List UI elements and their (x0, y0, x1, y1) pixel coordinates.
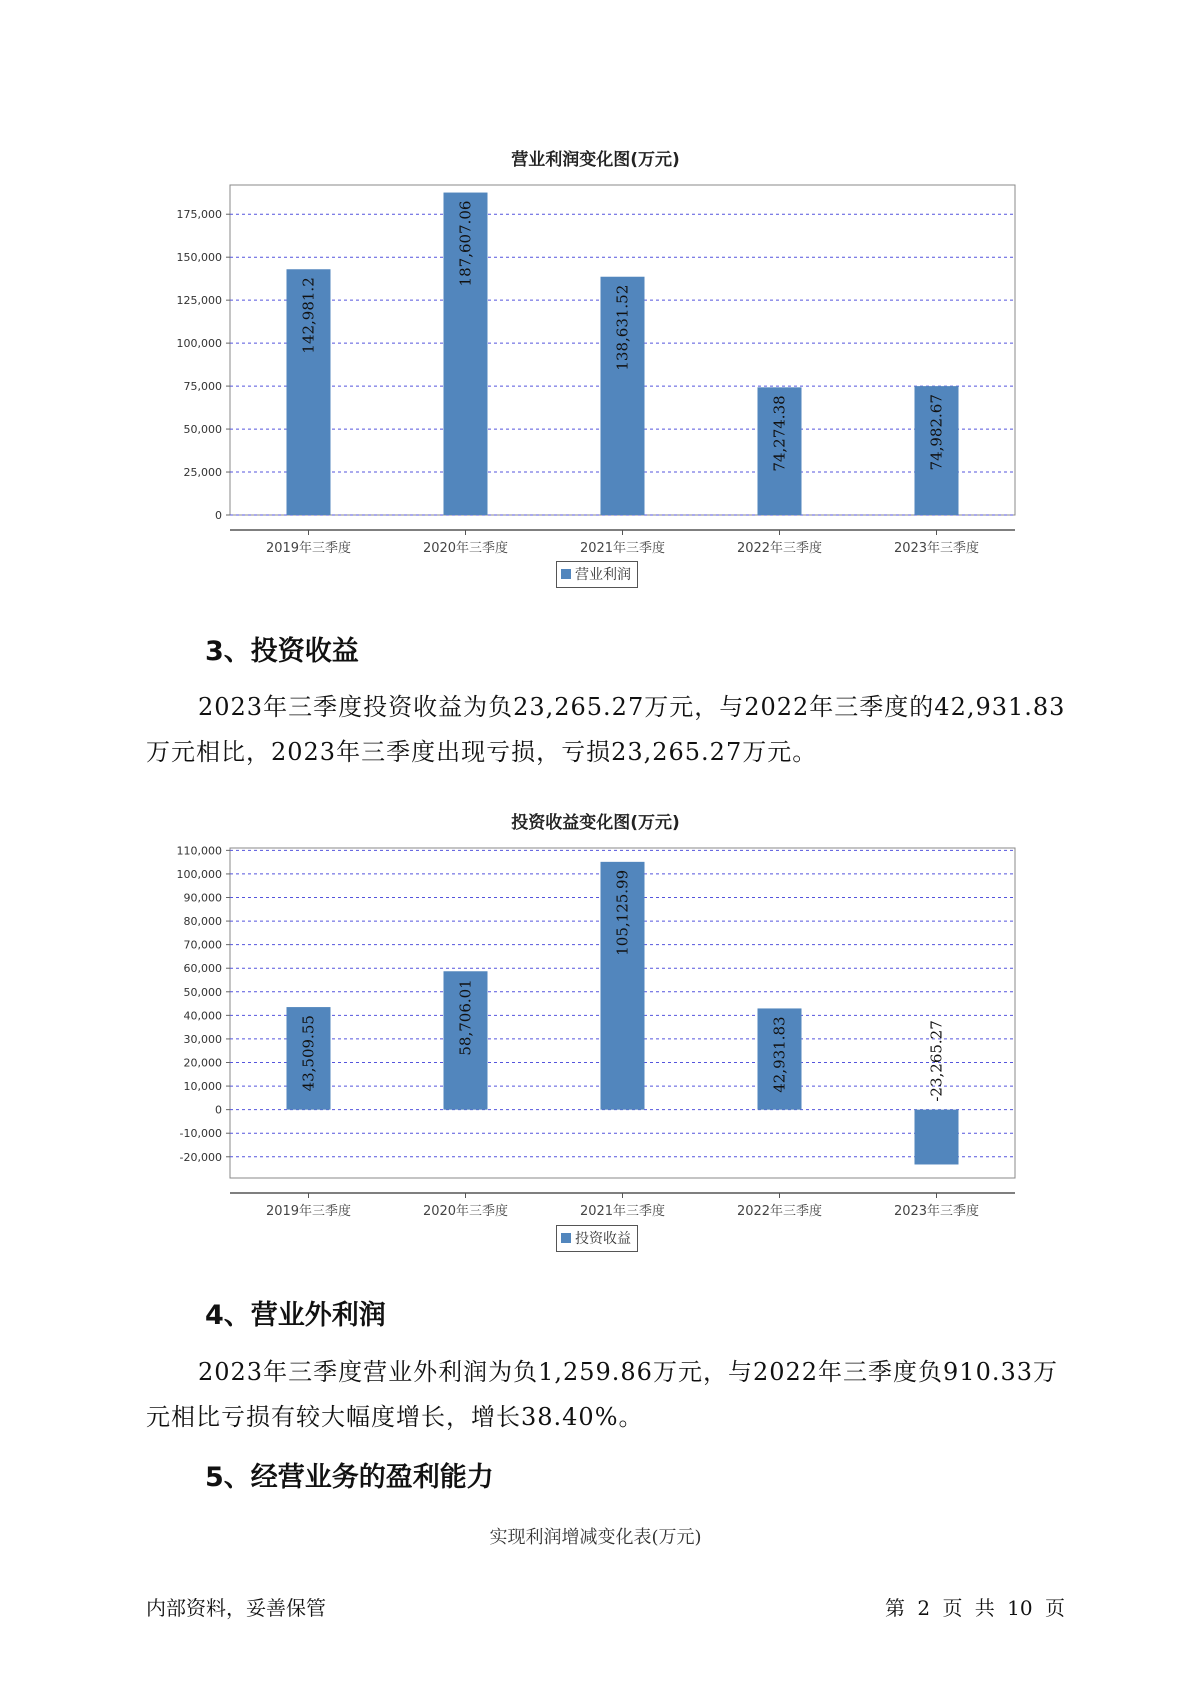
y-tick-label: 125,000 (176, 294, 222, 308)
chart2-legend-label: 投资收益 (575, 1231, 631, 1247)
y-tick-label: -10,000 (179, 1127, 222, 1141)
bar-value-label: -23,265.27 (927, 1020, 946, 1102)
x-tick-label: 2019年三季度 (265, 541, 352, 555)
y-tick-label: 25,000 (183, 466, 222, 480)
x-tick-label: 2023年三季度 (893, 1204, 980, 1218)
chart2-investment-income (0, 838, 1191, 1218)
bar-value-label: 187,607.06 (456, 200, 475, 287)
table-caption: 实现利润增减变化表(万元) (489, 1527, 702, 1548)
x-tick-label: 2020年三季度 (422, 541, 509, 555)
chart1-legend-label: 营业利润 (575, 567, 631, 583)
section4-heading: 4、营业外利润 (205, 1300, 386, 1331)
y-tick-label: 50,000 (183, 985, 222, 999)
x-tick-label: 2022年三季度 (736, 541, 823, 555)
x-tick-label: 2021年三季度 (579, 1204, 666, 1218)
y-tick-label: 40,000 (183, 1009, 222, 1023)
bar-value-label: 105,125.99 (613, 869, 632, 956)
bar-value-label: 74,982.67 (927, 394, 946, 471)
legend-swatch (561, 569, 571, 579)
legend-swatch (561, 1233, 571, 1243)
section3-text: 2023年三季度投资收益为负23,265.27万元，与2022年三季度的42,931.83万元相比，2023年三季度出现亏损，亏损23,265.27万元。 (146, 693, 1066, 766)
bar-value-label: 58,706.01 (456, 979, 475, 1056)
y-tick-label: 90,000 (183, 891, 222, 905)
y-tick-label: 175,000 (176, 208, 222, 222)
y-tick-label: 80,000 (183, 915, 222, 929)
section4-paragraph (146, 1350, 1076, 1440)
bar-value-label: 142,981.2 (299, 277, 318, 354)
bar (915, 1110, 959, 1165)
section5-heading: 5、经营业务的盈利能力 (205, 1462, 494, 1493)
y-tick-label: 75,000 (183, 380, 222, 394)
x-tick-label: 2021年三季度 (579, 541, 666, 555)
section4-text: 2023年三季度营业外利润为负1,259.86万元，与2022年三季度负910.33万元相比亏损有较大幅度增长，增长38.40%。 (146, 1358, 1059, 1431)
x-tick-label: 2020年三季度 (422, 1204, 509, 1218)
chart1-title: 营业利润变化图(万元) (511, 150, 680, 170)
y-tick-label: 150,000 (176, 251, 222, 265)
section3-paragraph (146, 685, 1076, 775)
bar-value-label: 138,631.52 (613, 284, 632, 371)
y-tick-label: 0 (215, 1103, 222, 1117)
chart2-title: 投资收益变化图(万元) (511, 813, 680, 833)
x-tick-label: 2019年三季度 (265, 1204, 352, 1218)
y-tick-label: 60,000 (183, 962, 222, 976)
y-tick-label: 10,000 (183, 1080, 222, 1094)
footer-page-number: 第 2 页 共 10 页 (885, 1596, 1065, 1620)
y-tick-label: 30,000 (183, 1032, 222, 1046)
footer-confidential: 内部资料，妥善保管 (146, 1596, 326, 1620)
section3-heading: 3、投资收益 (205, 636, 359, 667)
chart2-legend (556, 1225, 638, 1252)
chart1-legend (556, 561, 638, 588)
y-tick-label: 100,000 (176, 867, 222, 881)
y-tick-label: 70,000 (183, 938, 222, 952)
bar-value-label: 43,509.55 (299, 1015, 318, 1092)
y-tick-label: 20,000 (183, 1056, 222, 1070)
y-tick-label: 100,000 (176, 337, 222, 351)
y-tick-label: 50,000 (183, 423, 222, 437)
x-tick-label: 2023年三季度 (893, 541, 980, 555)
y-tick-label: 110,000 (176, 844, 222, 858)
bar-value-label: 42,931.83 (770, 1016, 789, 1093)
bar-value-label: 74,274.38 (770, 395, 789, 472)
x-tick-label: 2022年三季度 (736, 1204, 823, 1218)
y-tick-label: -20,000 (179, 1150, 222, 1164)
chart1-operating-profit (0, 175, 1191, 555)
y-tick-label: 0 (215, 509, 222, 522)
